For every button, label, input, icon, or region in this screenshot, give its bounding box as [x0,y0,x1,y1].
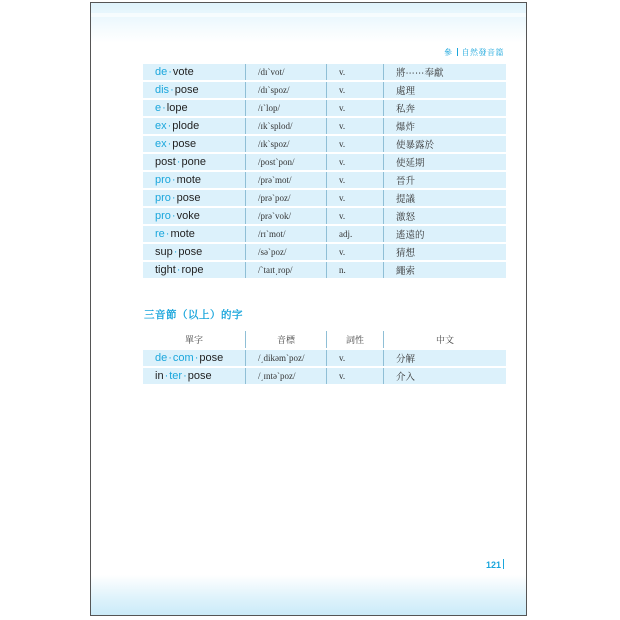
pos-cell: v. [326,172,383,188]
chinese-cell: 爆炸 [383,118,506,134]
syllable: mote [176,174,202,186]
table-row [143,262,506,278]
pos-cell: v. [326,244,383,260]
pos-cell: adj. [326,226,383,242]
syllable-dot: · [164,370,169,382]
table-row [143,100,506,116]
syllable: pose [199,352,224,364]
word-cell [143,64,245,80]
syllable-dot: · [194,352,199,364]
vocab-table-two-syllable [143,62,506,280]
syllable: pose [176,192,201,204]
word-cell [143,262,245,278]
pos-cell: v. [326,118,383,134]
header-word: 單字 [184,335,203,345]
table-row [143,82,506,98]
syllable: sup [155,246,173,258]
page-number: 121 [486,560,502,570]
syllable: pose [178,246,203,258]
syllable: ter [169,370,183,382]
chinese-cell: 介入 [383,368,506,384]
table-row [143,118,506,134]
table-row [143,244,506,260]
phonetic-cell: /rɪˋmot/ [245,226,326,242]
table-row [143,154,506,170]
chinese-cell: 分解 [383,350,506,366]
chinese-cell: 猜想 [383,244,506,260]
phonetic-cell: /dɪˋspoz/ [245,82,326,98]
phonetic-cell: /͵dikəmˋpoz/ [245,350,326,366]
table-row [143,64,506,80]
phonetic-cell: /dɪˋvot/ [245,64,326,80]
pos-cell: n. [326,262,383,278]
word-cell [143,82,245,98]
header-pos: 詞性 [326,331,383,348]
syllable-dot: · [165,228,170,240]
phonetic-cell: /postˋpon/ [245,154,326,170]
syllable: vote [172,66,194,78]
chinese-cell: 晉升 [383,172,506,188]
pos-cell: v. [326,82,383,98]
word-cell [143,118,245,134]
syllable: plode [172,120,200,132]
pos-cell: v. [326,136,383,152]
syllable: pro [155,174,171,186]
chapter-mark: 參 [444,48,453,57]
syllable: pro [155,192,171,204]
phonetic-cell: /səˋpoz/ [245,244,326,260]
syllable: com [172,352,194,364]
pos-cell: v. [326,190,383,206]
syllable: rope [181,264,204,276]
phonetic-cell: /prəˋpoz/ [245,190,326,206]
syllable: tight [155,264,176,276]
pos-cell: v. [326,100,383,116]
word-cell [143,368,245,384]
running-header [444,47,504,58]
syllable: pose [174,84,199,96]
syllable-dot: · [173,246,178,258]
table-row [143,226,506,242]
word-cell [143,136,245,152]
syllable: e [155,102,162,114]
chinese-cell: 處理 [383,82,506,98]
syllable-dot: · [170,84,174,96]
chinese-cell: 提議 [383,190,506,206]
syllable-dot: · [183,370,187,382]
pos-cell: v. [326,350,383,366]
header-separator [457,48,458,56]
syllable-dot: · [176,264,181,276]
syllable-dot: · [162,102,166,114]
syllable: in [155,370,164,382]
word-cell [143,226,245,242]
table-row [143,350,506,366]
syllable-dot: · [168,352,172,364]
pos-cell: v. [326,208,383,224]
syllable: voke [176,210,200,222]
syllable: de [155,66,168,78]
chinese-cell: 激怒 [383,208,506,224]
word-cell [143,244,245,260]
phonetic-cell: /ɪˋlop/ [245,100,326,116]
syllable-dot: · [171,210,176,222]
chinese-cell: 使延期 [383,154,506,170]
pos-cell: v. [326,64,383,80]
syllable: ex [155,120,167,132]
phonetic-cell: /ɪkˋspoz/ [245,136,326,152]
syllable: dis [155,84,170,96]
syllable: pone [181,156,206,168]
word-cell [143,190,245,206]
syllable-dot: · [171,192,176,204]
table-row [143,136,506,152]
chinese-cell: 繩索 [383,262,506,278]
header-chinese: 中文 [383,331,506,348]
syllable-dot: · [167,138,172,150]
table-row [143,190,506,206]
syllable-dot: · [171,174,176,186]
pos-cell: v. [326,154,383,170]
page-number-bar [503,559,504,569]
syllable: ex [155,138,167,150]
syllable: lope [166,102,188,114]
chinese-cell: 將⋯⋯奉獻 [383,64,506,80]
syllable: re [155,228,165,240]
table-row [143,208,506,224]
word-cell [143,350,245,366]
syllable: pro [155,210,171,222]
table-header-row [143,331,506,348]
syllable: pose [187,370,212,382]
phonetic-cell: /prəˋmot/ [245,172,326,188]
phonetic-cell: /ˋtaɪt͵rop/ [245,262,326,278]
pos-cell: v. [326,368,383,384]
phonetic-cell: /prəˋvok/ [245,208,326,224]
word-cell [143,208,245,224]
syllable: post [155,156,176,168]
chinese-cell: 私奔 [383,100,506,116]
section-name: 自然發音篇 [461,48,504,57]
word-cell [143,154,245,170]
word-cell [143,100,245,116]
chinese-cell: 遙遠的 [383,226,506,242]
header-phonetic: 音標 [245,331,326,348]
syllable-dot: · [168,66,172,78]
table-row [143,172,506,188]
word-cell [143,172,245,188]
syllable: de [155,352,168,364]
syllable: pose [172,138,197,150]
syllable: mote [170,228,195,240]
section-title: 三音節（以上）的字 [144,309,243,321]
phonetic-cell: /ɪkˋsplod/ [245,118,326,134]
syllable-dot: · [176,156,181,168]
phonetic-cell: /͵ɪntəˋpoz/ [245,368,326,384]
chinese-cell: 使暴露於 [383,136,506,152]
vocab-table-three-syllable [143,329,506,386]
syllable-dot: · [167,120,172,132]
table-row [143,368,506,384]
